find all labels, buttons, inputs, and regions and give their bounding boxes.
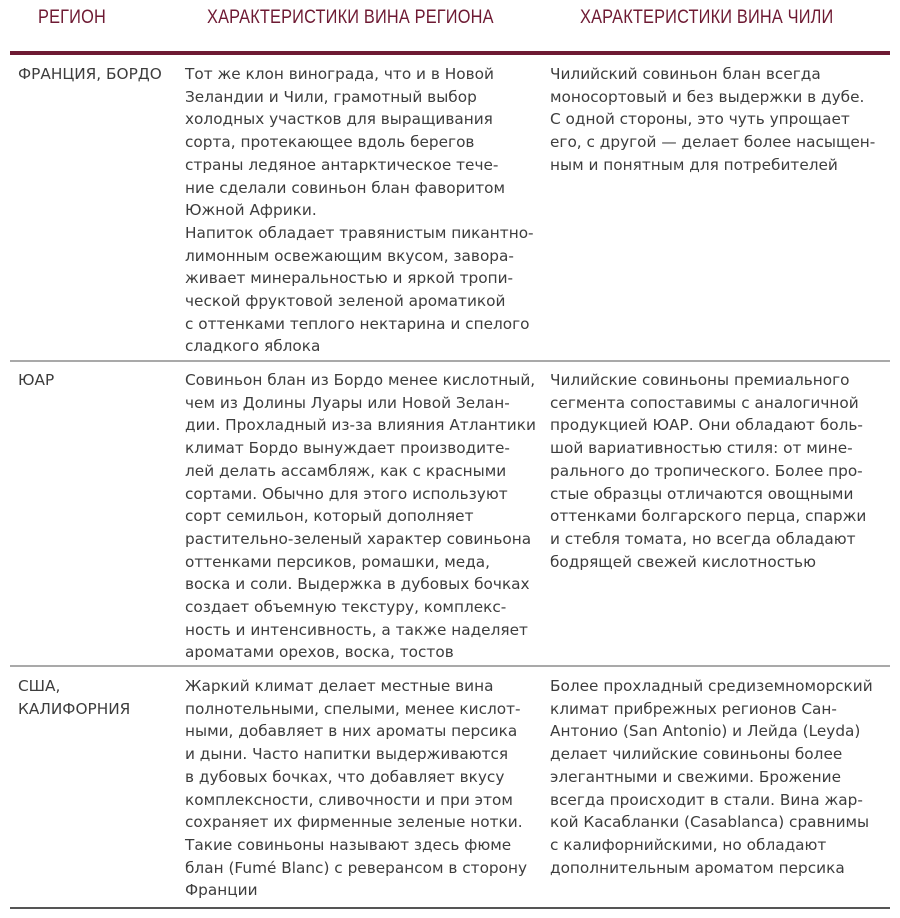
column-header-region: РЕГИОН [38, 7, 106, 28]
row-divider [10, 665, 890, 667]
header-rule [10, 51, 890, 55]
region-wine-cell: Жаркий климат делает местные вина полнотельными, спелыми, менее кислот- ными, добавляет в них ароматы персика и дыни. Часто напитки выдерживаются в дубовых бочках, что добавляет вкусу комплексности, сливочности и при этом сохраняет их фирменные зеленые нотки. Такие совиньоны называют здесь фюме блан (Fumé Blanc) с реверансом в сторону Франции [185, 677, 528, 900]
region-cell: ФРАНЦИЯ, БОРДО [18, 65, 162, 83]
table-header [0, 0, 900, 50]
region-cell: США, КАЛИФОРНИЯ [18, 677, 131, 718]
region-wine-cell: Тот же клон винограда, что и в Новой Зеландии и Чили, грамотный выбор холодных участков для выращивания сорта, протекающее вдоль берегов страны ледяное антарктическое тече- ние сделали совиньон блан фаворитом Южной Африки. Напиток обладает травянистым пикантно- лимонным освежающим вкусом, завора- живает минеральностью и яркой тропи- ческой фруктовой зеленой ароматикой с оттенками теплого нектарина и спелого сладкого яблока [185, 65, 534, 356]
region-wine-cell: Совиньон блан из Бордо менее кислотный, чем из Долины Луары или Новой Зелан- дии. Прохладный из-за влияния Атлантики климат Бордо вынуждает производите- лей делать ассамбляж, как с красными сортами. Обычно для этого используют сорт семильон, который дополняет растительно-зеленый характер совиньона оттенками персиков, ромашки, меда, воска и соли. Выдержка в дубовых бочках создает объемную текстуру, комплекс- ность и интенсивность, а также наделяет ароматами орехов, воска, тостов [185, 371, 536, 662]
chile-wine-cell: Чилийские совиньоны премиального сегмента сопоставимы с аналогичной продукцией ЮАР. Они обладают боль- шой вариативностью стиля: от мине- рального до тропического. Более про- стые образцы отличаются овощными оттенками болгарского перца, спаржи и стебля томата, но всегда обладают бодрящей свежей кислотностью [550, 371, 867, 571]
region-cell: ЮАР [18, 371, 55, 389]
chile-wine-cell: Более прохладный средиземноморский климат прибрежных регионов Сан- Антонио (San Antonio) и Лейда (Leyda) делает чилийские совиньоны более элегантными и свежими. Брожение всегда происходит в стали. Вина жар- кой Касабланки (Casablanca) сравнимы с калифорнийскими, но обладают дополнительным ароматом персика [550, 677, 873, 877]
table-bottom-rule [10, 907, 890, 909]
column-header-region-wine: ХАРАКТЕРИСТИКИ ВИНА РЕГИОНА [207, 7, 494, 28]
chile-wine-cell: Чилийский совиньон блан всегда моносортовый и без выдержки в дубе. С одной стороны, это чуть упрощает его, с другой — делает более насыщен- ным и понятным для потребителей [550, 65, 876, 174]
row-divider [10, 360, 890, 362]
column-header-chile-wine: ХАРАКТЕРИСТИКИ ВИНА ЧИЛИ [580, 7, 834, 28]
